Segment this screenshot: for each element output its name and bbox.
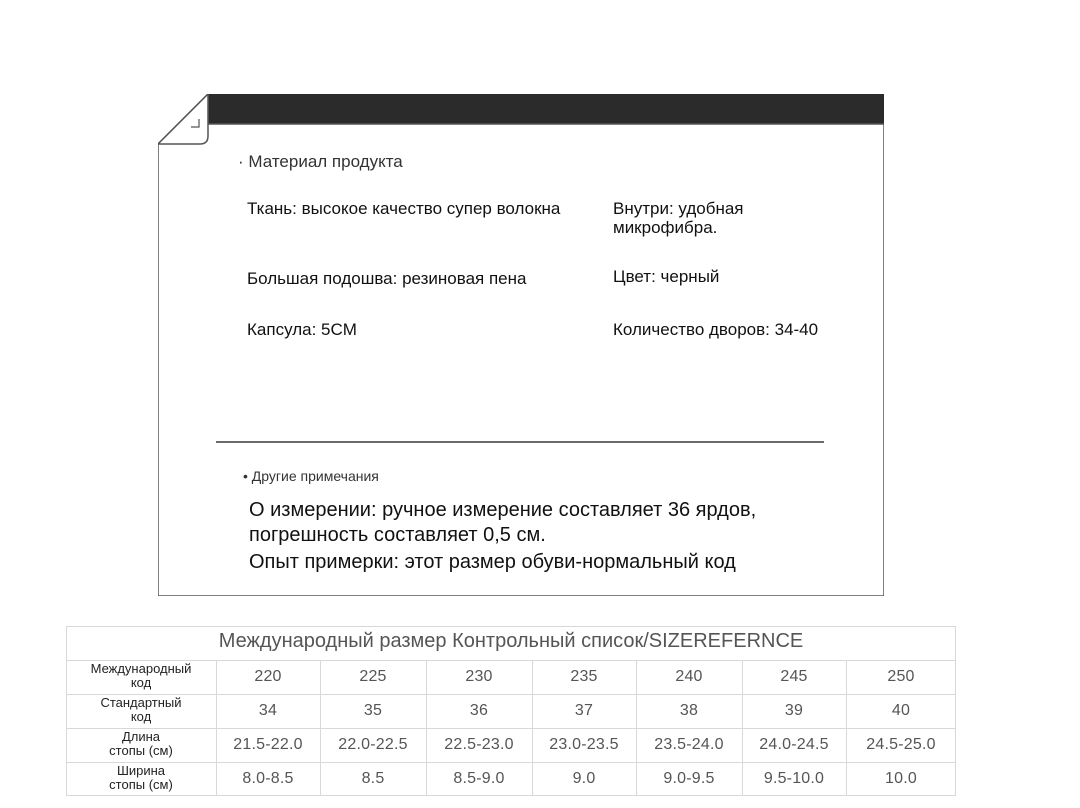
table-cell: 36 <box>469 702 489 719</box>
spec-capsule: Капсула: 5CM <box>247 320 357 339</box>
note-error: погрешность составляет 0,5 см. <box>249 524 546 546</box>
bullet-dot: • <box>243 468 252 484</box>
size-table-title: Международный размер Контрольный список/SIZEREFERNCE <box>218 630 804 652</box>
table-cell: 23.5-24.0 <box>654 736 724 753</box>
note-fit: Опыт примерки: этот размер обуви-нормальный код <box>249 551 736 573</box>
table-cell: 22.5-23.0 <box>444 736 514 753</box>
table-cell: 225 <box>359 668 387 685</box>
table-cell: 39 <box>784 702 804 719</box>
table-cell: 38 <box>679 702 699 719</box>
table-cell: 8.5 <box>361 770 385 787</box>
table-cell: 8.5-9.0 <box>453 770 505 787</box>
table-cell: 240 <box>675 668 703 685</box>
table-cell: 23.0-23.5 <box>549 736 619 753</box>
table-cell: 35 <box>363 702 383 719</box>
row-label-line: код <box>130 709 152 724</box>
table-cell: 9.0 <box>572 770 596 787</box>
table-row-label <box>66 730 216 758</box>
row-label-line: Длина <box>121 729 161 744</box>
table-cell: 245 <box>780 668 808 685</box>
row-label-line: стопы (см) <box>109 743 173 758</box>
table-cell: 9.0-9.5 <box>663 770 715 787</box>
table-cell: 250 <box>887 668 915 685</box>
table-cell: 9.5-10.0 <box>763 770 825 787</box>
spec-inside: Внутри: удобная микрофибра. <box>613 199 744 237</box>
header-bar <box>208 94 884 124</box>
table-row-divider <box>66 660 956 661</box>
table-cell: 24.5-25.0 <box>866 736 936 753</box>
spec-color: Цвет: черный <box>613 267 720 286</box>
table-row-label <box>66 764 216 792</box>
table-cell: 24.0-24.5 <box>759 736 829 753</box>
section-divider <box>216 441 824 443</box>
table-cell: 8.0-8.5 <box>242 770 294 787</box>
table-row-label <box>66 696 216 724</box>
material-heading <box>238 152 403 172</box>
material-heading-text: Материал продукта <box>248 152 403 171</box>
row-label-line: Международный <box>90 661 192 676</box>
table-cell: 21.5-22.0 <box>233 736 303 753</box>
bullet-dot: · <box>238 152 249 171</box>
table-cell: 34 <box>258 702 278 719</box>
spec-fabric: Ткань: высокое качество супер волокна <box>247 199 561 218</box>
table-row-divider <box>66 762 956 763</box>
table-cell: 37 <box>574 702 594 719</box>
row-label-line: код <box>130 675 152 690</box>
table-cell: 235 <box>570 668 598 685</box>
folded-corner <box>158 94 208 144</box>
table-cell: 10.0 <box>885 770 917 787</box>
spec-sole: Большая подошва: резиновая пена <box>247 269 527 288</box>
row-label-line: Стандартный <box>100 695 182 710</box>
note-measurement: О измерении: ручное измерение составляет 36 ярдов, <box>249 499 757 521</box>
row-label-line: Ширина <box>116 763 166 778</box>
row-label-line: стопы (см) <box>109 777 173 792</box>
table-row-divider <box>66 728 956 729</box>
table-cell: 40 <box>891 702 911 719</box>
table-row-divider <box>66 694 956 695</box>
notes-heading <box>243 468 379 484</box>
spec-yards: Количество дворов: 34-40 <box>613 320 819 339</box>
table-cell: 220 <box>254 668 282 685</box>
table-cell: 230 <box>465 668 493 685</box>
notes-heading-text: Другие примечания <box>251 468 379 484</box>
table-cell: 22.0-22.5 <box>338 736 408 753</box>
table-row-label <box>66 662 216 690</box>
